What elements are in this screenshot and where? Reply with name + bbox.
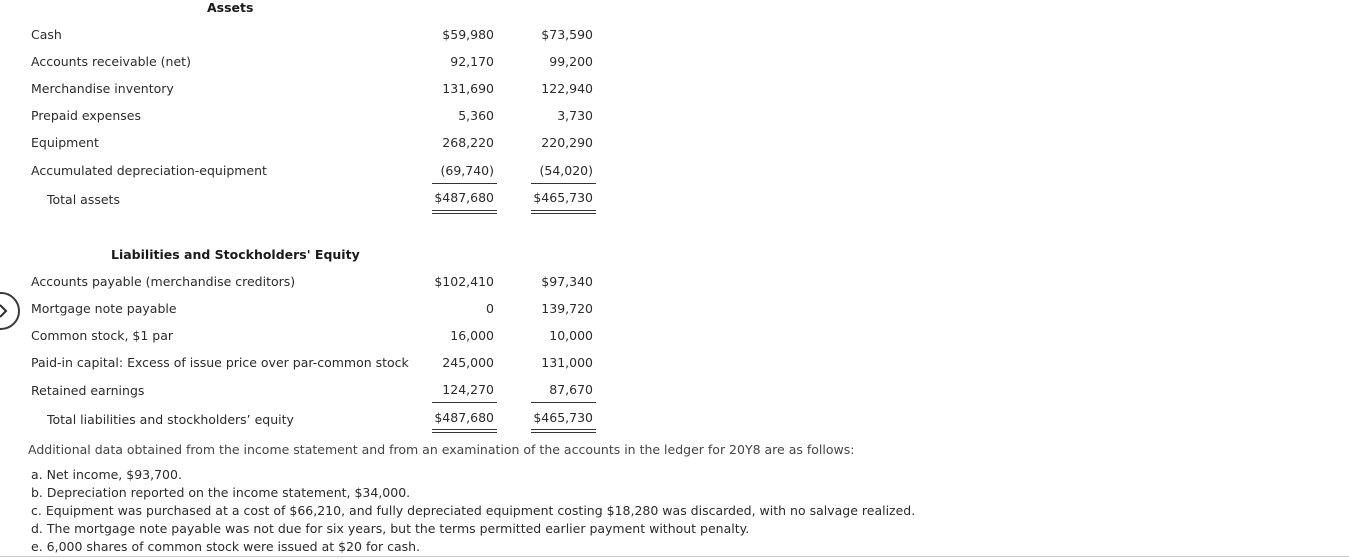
value-y7: 3,730: [557, 108, 593, 123]
row-label-cash: Cash: [31, 27, 62, 42]
value-y7: 87,670: [549, 382, 593, 397]
subtotal-rule: [432, 402, 497, 403]
bottom-border: [0, 556, 1349, 557]
row-label-merchandise-inventory: Merchandise inventory: [31, 81, 174, 96]
subtotal-rule: [531, 402, 596, 403]
row-label-accounts-payable: Accounts payable (merchandise creditors): [31, 274, 296, 289]
row-label-equipment: Equipment: [31, 135, 99, 150]
value-y7: 131,000: [541, 355, 593, 370]
total-assets-y8: $487,680: [434, 190, 494, 205]
value-y7: 99,200: [549, 54, 593, 69]
value-y8: 5,360: [458, 108, 494, 123]
value-y8: 245,000: [442, 355, 494, 370]
value-y8: 0: [486, 301, 494, 316]
subtotal-rule: [531, 183, 596, 184]
liabilities-heading: Liabilities and Stockholders' Equity: [111, 247, 360, 262]
additional-data-intro: Additional data obtained from the income statement and from an examination of the accounts in the ledger for 20Y8 are as follows:: [28, 442, 855, 457]
total-liabilities-y7: $465,730: [533, 410, 593, 425]
subtotal-rule: [432, 183, 497, 184]
total-double-rule: [531, 429, 596, 433]
value-y7: 220,290: [541, 135, 593, 150]
value-y8: (69,740): [440, 163, 494, 178]
additional-item-e: e. 6,000 shares of common stock were issued at $20 for cash.: [31, 539, 421, 554]
expand-panel-button[interactable]: [0, 292, 20, 330]
total-double-rule: [432, 429, 497, 433]
additional-item-b: b. Depreciation reported on the income statement, $34,000.: [31, 485, 411, 500]
row-label-retained-earnings: Retained earnings: [31, 383, 145, 398]
value-y7: 10,000: [549, 328, 593, 343]
value-y7: $97,340: [541, 274, 593, 289]
total-liabilities-label: Total liabilities and stockholders’ equity: [47, 412, 294, 427]
value-y8: 268,220: [442, 135, 494, 150]
row-label-accumulated-depreciation: Accumulated depreciation-equipment: [31, 163, 267, 178]
chevron-right-icon: [0, 304, 8, 318]
row-label-mortgage-note: Mortgage note payable: [31, 301, 177, 316]
total-double-rule: [432, 210, 497, 214]
value-y8: 92,170: [450, 54, 494, 69]
value-y7: (54,020): [539, 163, 593, 178]
value-y7: 139,720: [541, 301, 593, 316]
additional-item-a: a. Net income, $93,700.: [31, 467, 182, 482]
total-liabilities-y8: $487,680: [434, 410, 494, 425]
value-y7: 122,940: [541, 81, 593, 96]
assets-heading: Assets: [207, 0, 254, 15]
row-label-paid-in-capital: Paid-in capital: Excess of issue price over par-common stock: [31, 355, 409, 370]
value-y7: $73,590: [541, 27, 593, 42]
value-y8: 131,690: [442, 81, 494, 96]
total-double-rule: [531, 210, 596, 214]
value-y8: 16,000: [450, 328, 494, 343]
row-label-prepaid-expenses: Prepaid expenses: [31, 108, 141, 123]
additional-item-c: c. Equipment was purchased at a cost of $66,210, and fully depreciated equipment costing $18,280 was discarded, with no salvage realized.: [31, 503, 916, 518]
row-label-common-stock: Common stock, $1 par: [31, 328, 174, 343]
value-y8: $102,410: [434, 274, 494, 289]
value-y8: $59,980: [442, 27, 494, 42]
additional-item-d: d. The mortgage note payable was not due for six years, but the terms permitted earlier payment without penalty.: [31, 521, 750, 536]
total-assets-label: Total assets: [47, 192, 120, 207]
row-label-accounts-receivable: Accounts receivable (net): [31, 54, 191, 69]
value-y8: 124,270: [442, 382, 494, 397]
total-assets-y7: $465,730: [533, 190, 593, 205]
